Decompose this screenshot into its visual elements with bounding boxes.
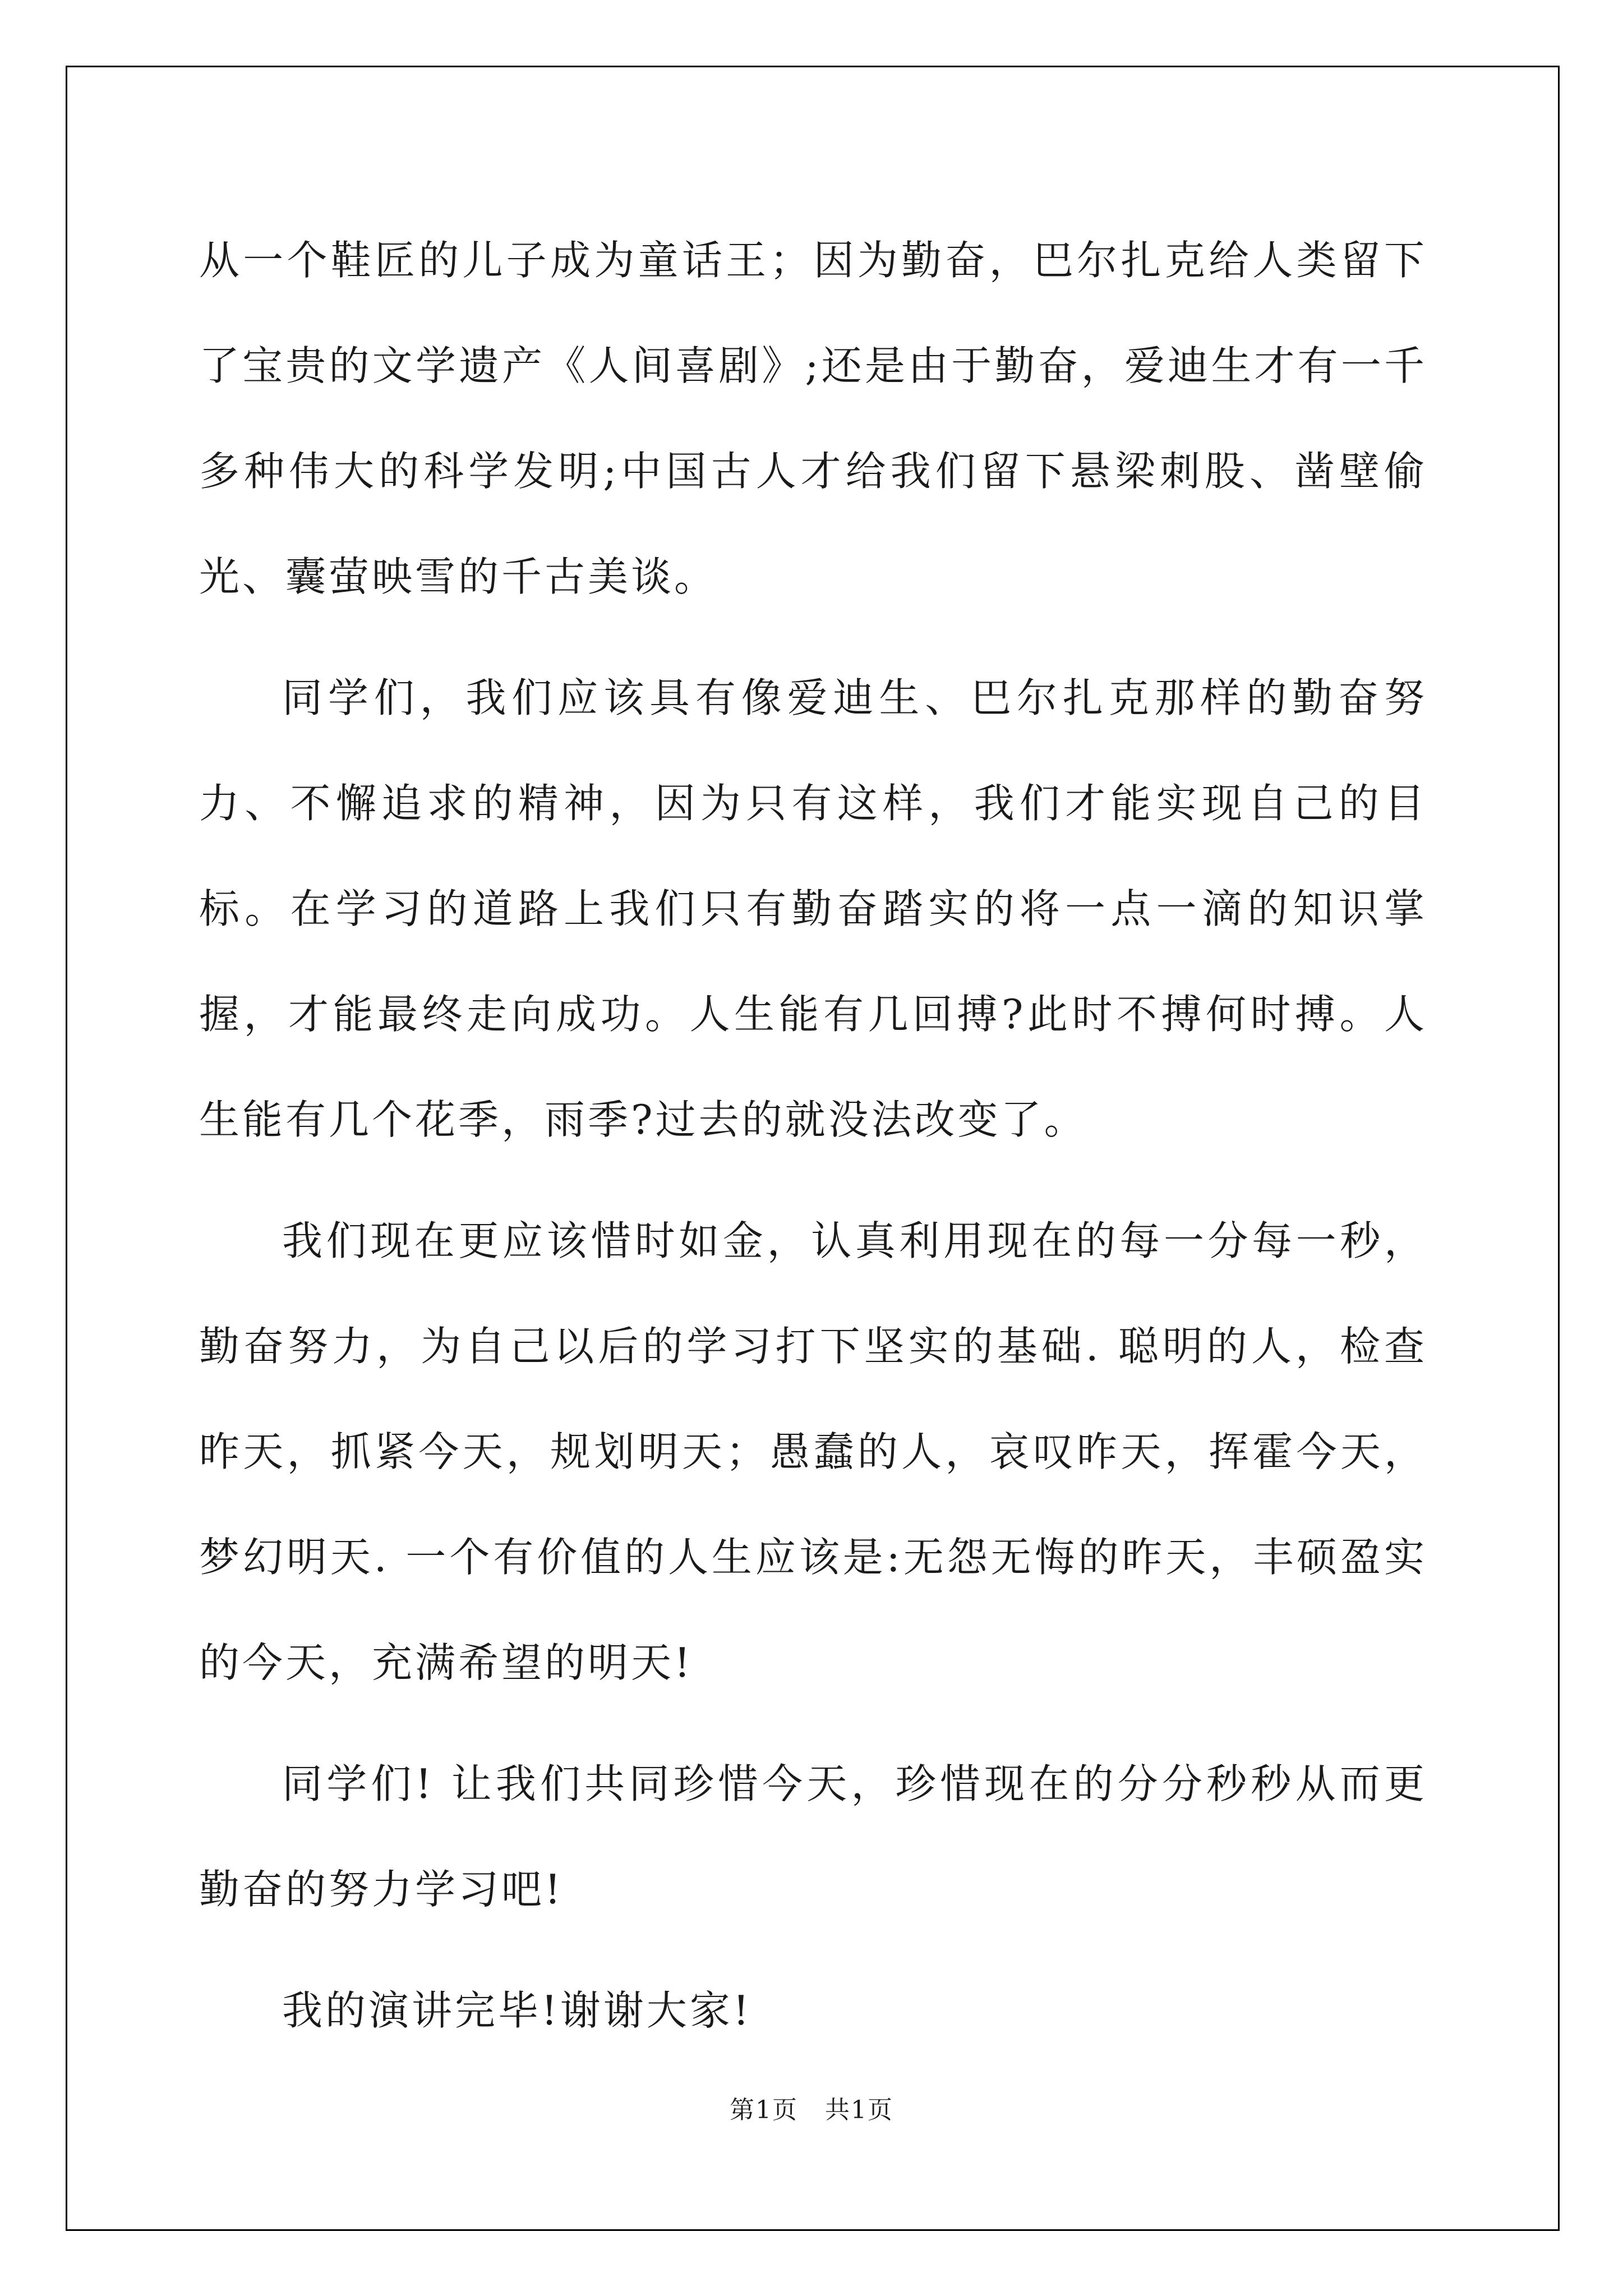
page-footer [0,2093,1623,2127]
document-body [199,208,1427,2079]
paragraph-1: 从一个鞋匠的儿子成为童话王；因为勤奋，巴尔扎克给人类留下了宝贵的文学遗产《人间喜剧》;还是由于勤奋，爱迪生才有一千多种伟大的科学发明;中国古人才给我们留下悬梁刺股、凿壁偷光、囊萤映雪的千古美谈。 [199,237,1427,600]
page-number-total: 共1页 [825,2096,893,2124]
paragraph-3: 我们现在更应该惜时如金，认真利用现在的每一分每一秒，勤奋努力，为自己以后的学习打下坚实的基础. 聪明的人，检查昨天，抓紧今天，规划明天；愚蠢的人，哀叹昨天，挥霍今天，梦幻明天. 一个有价值的人生应该是:无怨无悔的昨天，丰硕盈实的今天，充满希望的明天! [199,1217,1427,1686]
page-number-current: 第1页 [730,2096,798,2124]
paragraph-4: 同学们! 让我们共同珍惜今天，珍惜现在的分分秒秒从而更勤奋的努力学习吧! [199,1760,1427,1913]
paragraph-5: 我的演讲完毕!谢谢大家! [282,1987,752,2034]
paragraph-2: 同学们，我们应该具有像爱迪生、巴尔扎克那样的勤奋努力、不懈追求的精神，因为只有这样，我们才能实现自己的目标。在学习的道路上我们只有勤奋踏实的将一点一滴的知识掌握，才能最终走向成功。人生能有几回搏?此时不搏何时搏。人生能有几个花季，雨季?过去的就没法改变了。 [199,674,1427,1143]
